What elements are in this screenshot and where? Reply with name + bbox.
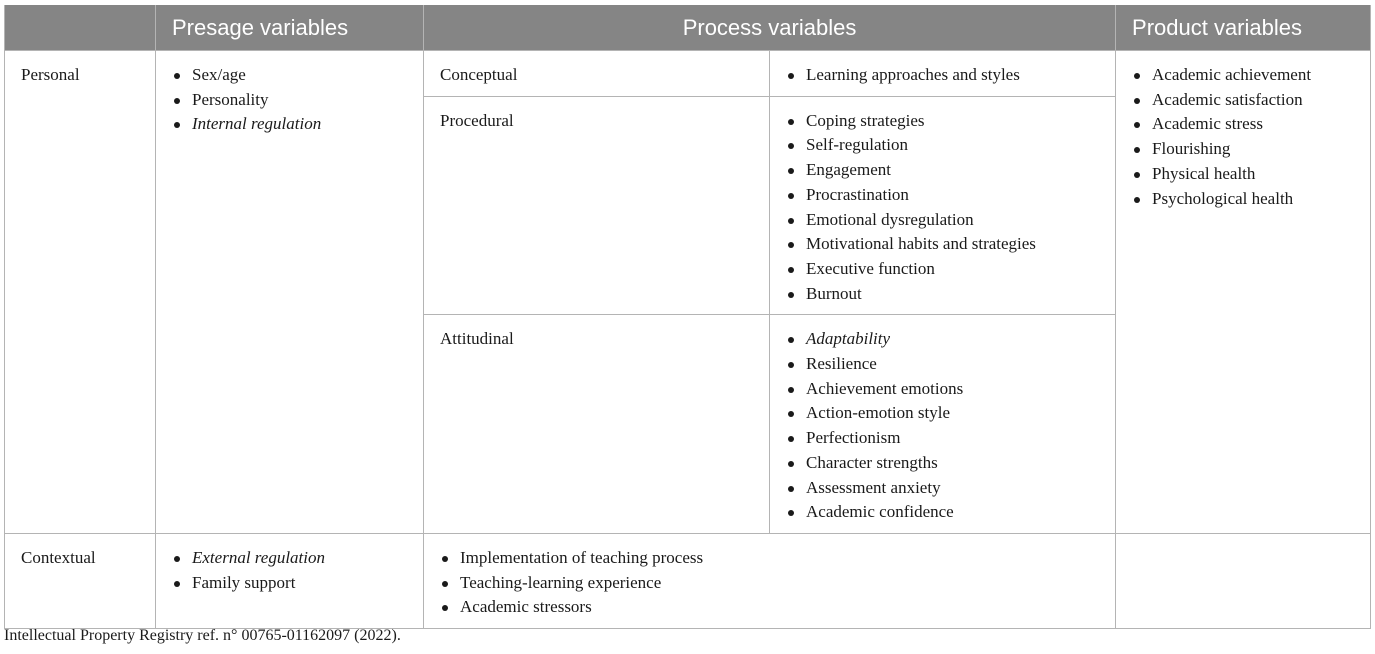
list-item: Achievement emotions xyxy=(786,377,1099,402)
attitudinal-items-cell xyxy=(770,315,1116,534)
personal-presage-cell xyxy=(156,51,424,534)
procedural-list xyxy=(786,109,1099,307)
contextual-product-cell xyxy=(1116,533,1371,628)
list-item: Academic achievement xyxy=(1132,63,1354,88)
list-item: Learning approaches and styles xyxy=(786,63,1099,88)
footnote: Intellectual Property Registry ref. n° 00765-01162097 (2022). xyxy=(4,627,401,644)
list-item: Engagement xyxy=(786,158,1099,183)
procedural-label: Procedural xyxy=(424,96,770,315)
list-item: Sex/age xyxy=(172,63,407,88)
procedural-items-cell xyxy=(770,96,1116,315)
list-item: Academic stress xyxy=(1132,112,1354,137)
personal-product-cell xyxy=(1116,51,1371,534)
header-product: Product variables xyxy=(1116,5,1371,51)
list-item: Emotional dysregulation xyxy=(786,208,1099,233)
list-item: Burnout xyxy=(786,282,1099,307)
list-item: Action-emotion style xyxy=(786,401,1099,426)
list-item: Character strengths xyxy=(786,451,1099,476)
list-item: Procrastination xyxy=(786,183,1099,208)
header-empty-cell xyxy=(5,5,156,51)
list-item: Implementation of teaching process xyxy=(440,546,1099,571)
list-item: Academic satisfaction xyxy=(1132,88,1354,113)
conceptual-list xyxy=(786,63,1099,88)
list-item: Teaching-learning experience xyxy=(440,571,1099,596)
row-label-personal: Personal xyxy=(5,51,156,534)
personal-presage-list xyxy=(172,63,407,137)
list-item: Executive function xyxy=(786,257,1099,282)
contextual-process-cell xyxy=(424,533,1116,628)
list-item: Family support xyxy=(172,571,407,596)
personal-product-list xyxy=(1132,63,1354,211)
list-item: Self-regulation xyxy=(786,133,1099,158)
contextual-presage-cell xyxy=(156,533,424,628)
attitudinal-list xyxy=(786,327,1099,525)
list-item: Motivational habits and strategies xyxy=(786,232,1099,257)
table-row xyxy=(5,51,1371,97)
conceptual-items-cell xyxy=(770,51,1116,97)
list-item: Academic confidence xyxy=(786,500,1099,525)
list-item: Personality xyxy=(172,88,407,113)
conceptual-label: Conceptual xyxy=(424,51,770,97)
list-item: Psychological health xyxy=(1132,187,1354,212)
list-item: External regulation xyxy=(172,546,407,571)
variables-table xyxy=(4,5,1371,629)
list-item: Internal regulation xyxy=(172,112,407,137)
list-item: Flourishing xyxy=(1132,137,1354,162)
list-item: Coping strategies xyxy=(786,109,1099,134)
header-process: Process variables xyxy=(424,5,1116,51)
attitudinal-label: Attitudinal xyxy=(424,315,770,534)
header-presage: Presage variables xyxy=(156,5,424,51)
list-item: Perfectionism xyxy=(786,426,1099,451)
list-item: Assessment anxiety xyxy=(786,476,1099,501)
row-label-contextual: Contextual xyxy=(5,533,156,628)
list-item: Adaptability xyxy=(786,327,1099,352)
contextual-process-list xyxy=(440,546,1099,620)
list-item: Academic stressors xyxy=(440,595,1099,620)
table-row xyxy=(5,533,1371,628)
header-row xyxy=(5,5,1371,51)
list-item: Resilience xyxy=(786,352,1099,377)
contextual-presage-list xyxy=(172,546,407,595)
list-item: Physical health xyxy=(1132,162,1354,187)
